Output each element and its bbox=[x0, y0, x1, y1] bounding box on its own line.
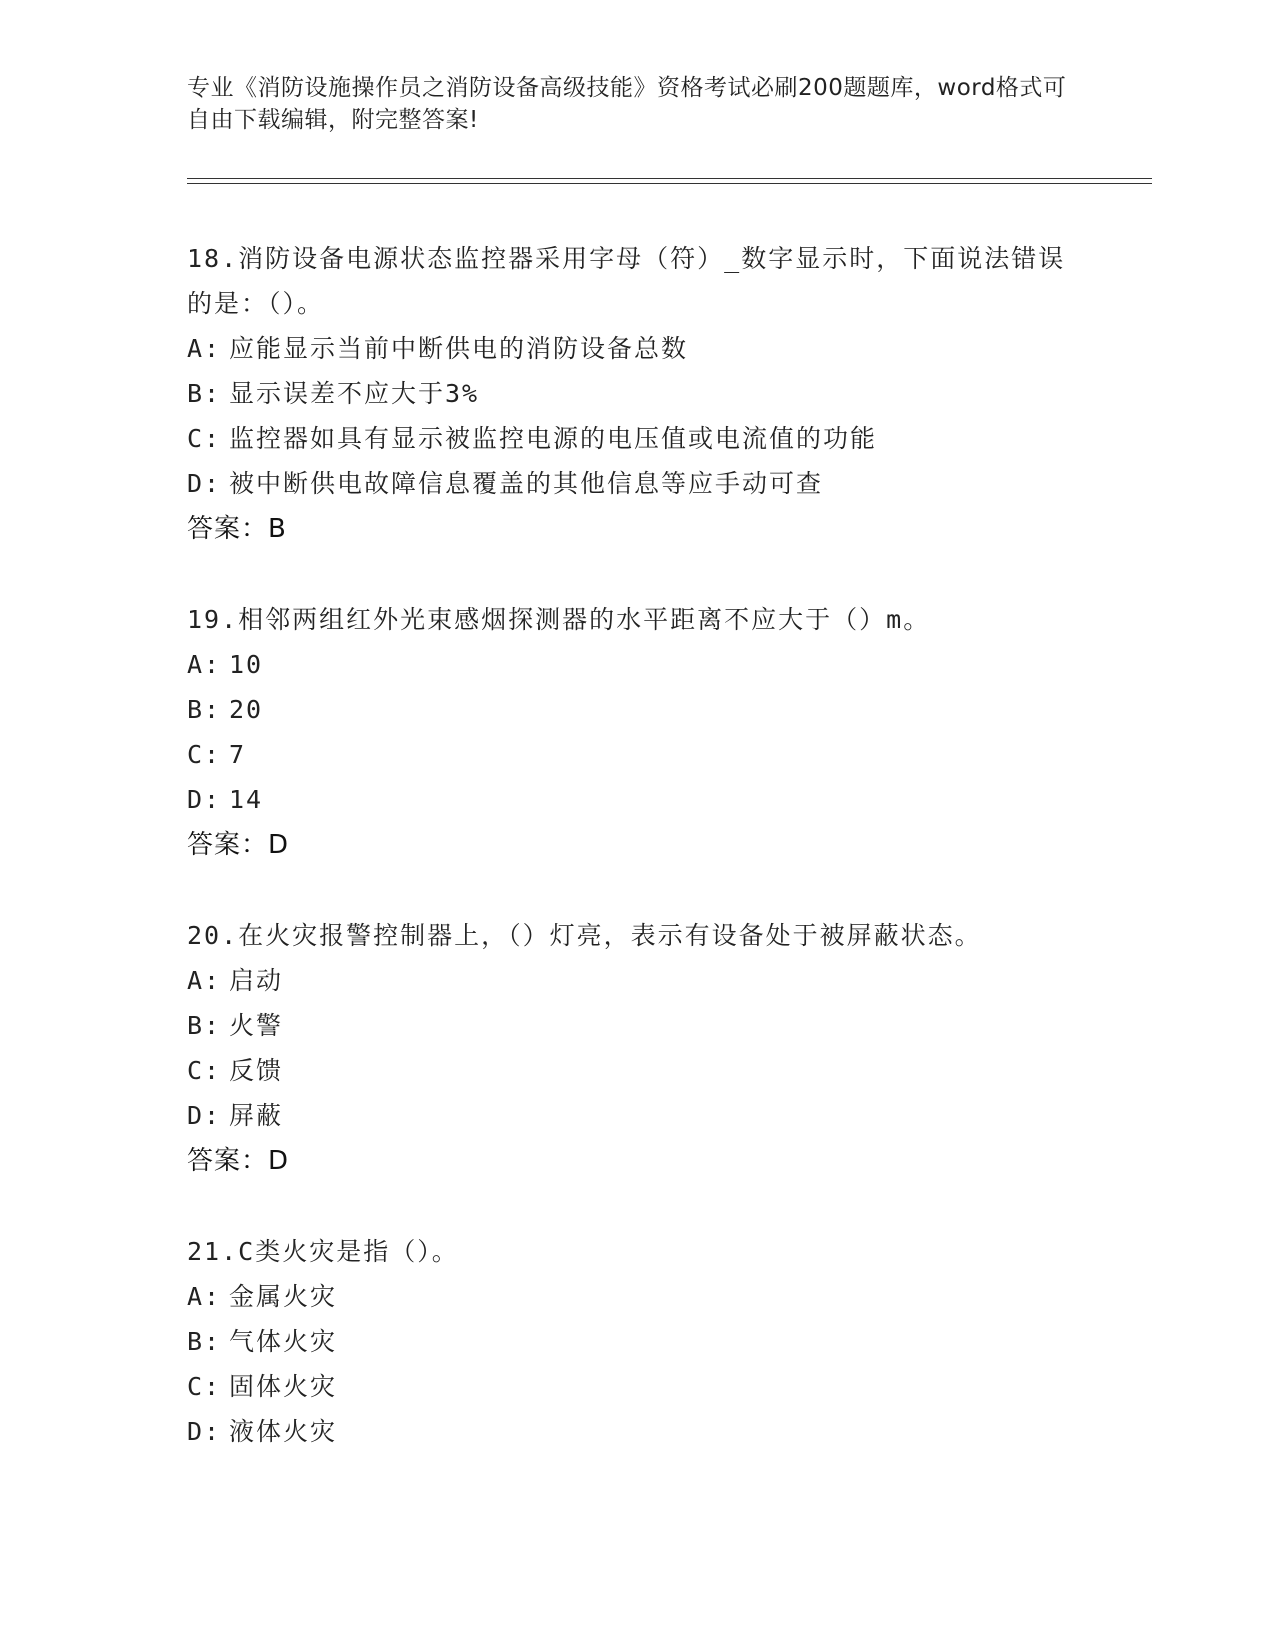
question-19 bbox=[187, 597, 1087, 868]
option-letter: A: bbox=[187, 1282, 222, 1311]
option-text: 14 bbox=[229, 785, 264, 814]
answer-line: 答案：B bbox=[187, 514, 287, 544]
option-text: 应能显示当前中断供电的消防设备总数 bbox=[229, 334, 689, 363]
option-d bbox=[187, 777, 1087, 822]
option-a bbox=[187, 958, 1087, 1003]
option-letter: B: bbox=[187, 1011, 222, 1040]
header-text: 专业《消防设施操作员之消防设备高级技能》资格考试必刷200题题库，word格式可自由下载编辑，附完整答案! bbox=[187, 75, 1067, 133]
question-stem: 19.相邻两组红外光束感烟探测器的水平距离不应大于（）m。 bbox=[187, 605, 931, 634]
header-divider-bottom bbox=[187, 183, 1152, 184]
option-letter: B: bbox=[187, 695, 222, 724]
option-c bbox=[187, 1364, 1087, 1409]
option-letter: D: bbox=[187, 1101, 222, 1130]
option-c bbox=[187, 416, 1087, 461]
option-letter: C: bbox=[187, 424, 222, 453]
option-a bbox=[187, 642, 1087, 687]
option-a bbox=[187, 1274, 1087, 1319]
document-header bbox=[187, 72, 1087, 136]
question-20 bbox=[187, 913, 1087, 1184]
option-letter: C: bbox=[187, 1056, 222, 1085]
option-text: 7 bbox=[229, 740, 247, 769]
option-letter: D: bbox=[187, 1417, 222, 1446]
option-d bbox=[187, 1093, 1087, 1138]
option-c bbox=[187, 1048, 1087, 1093]
question-stem: 18.消防设备电源状态监控器采用字母（符）_数字显示时，下面说法错误的是：（）。 bbox=[187, 244, 1066, 318]
option-letter: A: bbox=[187, 334, 222, 363]
option-text: 20 bbox=[229, 695, 264, 724]
option-c bbox=[187, 732, 1087, 777]
answer-line: 答案：D bbox=[187, 830, 290, 860]
option-b bbox=[187, 1319, 1087, 1364]
option-d bbox=[187, 461, 1087, 506]
option-b bbox=[187, 1003, 1087, 1048]
option-text: 固体火灾 bbox=[229, 1372, 338, 1401]
option-a bbox=[187, 326, 1087, 371]
option-b bbox=[187, 687, 1087, 732]
option-letter: D: bbox=[187, 469, 222, 498]
option-letter: C: bbox=[187, 1372, 222, 1401]
question-list bbox=[187, 236, 1087, 1499]
option-text: 显示误差不应大于3% bbox=[229, 379, 480, 408]
question-stem: 20.在火灾报警控制器上，（）灯亮，表示有设备处于被屏蔽状态。 bbox=[187, 921, 982, 950]
question-18 bbox=[187, 236, 1087, 552]
option-text: 被中断供电故障信息覆盖的其他信息等应手动可查 bbox=[229, 469, 824, 498]
option-letter: B: bbox=[187, 379, 222, 408]
option-letter: B: bbox=[187, 1327, 222, 1356]
option-letter: A: bbox=[187, 966, 222, 995]
option-letter: D: bbox=[187, 785, 222, 814]
option-text: 10 bbox=[229, 650, 264, 679]
option-text: 气体火灾 bbox=[229, 1327, 338, 1356]
question-stem: 21.C类火灾是指（）。 bbox=[187, 1237, 459, 1266]
option-text: 金属火灾 bbox=[229, 1282, 338, 1311]
option-text: 火警 bbox=[229, 1011, 284, 1040]
option-letter: A: bbox=[187, 650, 222, 679]
option-text: 监控器如具有显示被监控电源的电压值或电流值的功能 bbox=[229, 424, 878, 453]
option-text: 反馈 bbox=[229, 1056, 284, 1085]
header-divider-top bbox=[187, 178, 1152, 179]
question-21 bbox=[187, 1229, 1087, 1454]
option-letter: C: bbox=[187, 740, 222, 769]
option-b bbox=[187, 371, 1087, 416]
option-text: 液体火灾 bbox=[229, 1417, 338, 1446]
option-text: 启动 bbox=[229, 966, 284, 995]
option-text: 屏蔽 bbox=[229, 1101, 284, 1130]
answer-line: 答案：D bbox=[187, 1146, 290, 1176]
option-d bbox=[187, 1409, 1087, 1454]
